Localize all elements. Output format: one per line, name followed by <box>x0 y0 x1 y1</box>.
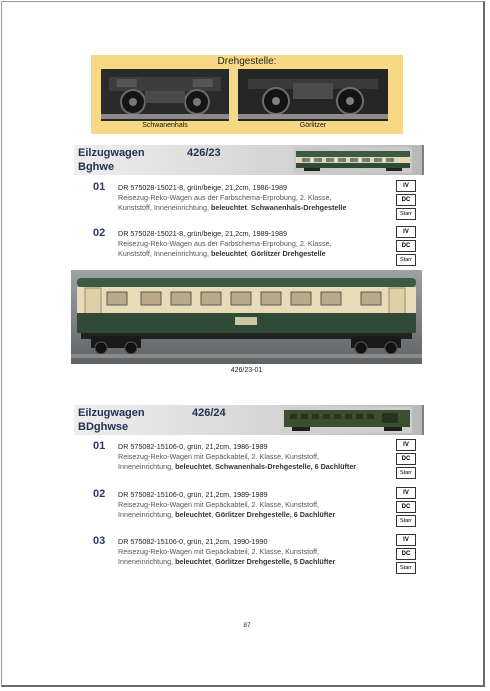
item-badges <box>396 439 416 481</box>
item-number: 03 <box>93 535 106 547</box>
item-badges <box>396 487 416 529</box>
section-type: Eilzugwagen <box>78 407 145 419</box>
current-badge: DC <box>396 548 416 560</box>
item-number: 01 <box>93 181 106 193</box>
item-badges <box>396 180 416 222</box>
epoch-badge: IV <box>396 180 416 192</box>
coach-thumbnail <box>294 147 412 178</box>
section-header-426-24 <box>74 405 424 435</box>
goerlitzer-bogie-photo <box>238 69 388 121</box>
current-badge: DC <box>396 453 416 465</box>
coupling-badge: Starr <box>396 254 416 266</box>
current-badge: DC <box>396 240 416 252</box>
goerlitzer-caption: Görlitzer <box>299 122 327 129</box>
schwanenhals-caption: Schwanenhals <box>142 122 188 129</box>
item-title: DR 575028-15021-8, grün/beige, 21,2cm, 1989-1989 <box>118 229 288 238</box>
item-number: 01 <box>93 440 106 452</box>
section-code: Bghwe <box>78 161 115 173</box>
item-title: DR 575082-15106-0, grün, 21,2cm, 1990-1990 <box>118 537 268 546</box>
item-description: Reisezug-Reko-Wagen aus der Farbschema-Erprobung, 2. Klasse, Kunststoff, Inneneinrichtung, beleuchtet, Görlitzer Drehgestelle <box>118 239 332 258</box>
coupling-badge: Starr <box>396 515 416 527</box>
item-title: DR 575082-15106-0, grün, 21,2cm, 1989-1989 <box>118 490 268 499</box>
page-number: 87 <box>243 622 251 629</box>
item-title: DR 575082-15106-0, grün, 21,2cm, 1986-1989 <box>118 442 268 451</box>
bogie-box-title: Drehgestelle: <box>217 56 277 67</box>
coupling-badge: Starr <box>396 467 416 479</box>
current-badge: DC <box>396 194 416 206</box>
item-number: 02 <box>93 488 106 500</box>
item-badges <box>396 226 416 268</box>
epoch-badge: IV <box>396 534 416 546</box>
section-code: BDghwse <box>78 421 129 433</box>
section-number: 426/23 <box>187 147 221 159</box>
coupling-badge: Starr <box>396 208 416 220</box>
coach-thumbnail <box>282 407 412 438</box>
epoch-badge: IV <box>396 487 416 499</box>
item-number: 02 <box>93 227 106 239</box>
schwanenhals-bogie-photo <box>101 69 229 121</box>
catalog-page <box>1 1 485 687</box>
current-badge: DC <box>396 501 416 513</box>
item-title: DR 575028-15021-8, grün/beige, 21,2cm, 1986-1989 <box>118 183 288 192</box>
item-badges <box>396 534 416 576</box>
section-number: 426/24 <box>192 407 226 419</box>
bogie-reference-box <box>91 55 403 134</box>
item-description: Reisezug-Reko-Wagen mit Gepäckabteil, 2. Klasse, Kunststoff, Inneneinrichtung, beleuchtet, Görlitzer Drehgestelle, 6 Dachlüfter <box>118 500 336 519</box>
epoch-badge: IV <box>396 226 416 238</box>
item-description: Reisezug-Reko-Wagen aus der Farbschema-Erprobung, 2. Klasse, Kunststoff, Inneneinrichtung, beleuchtet, Schwanenhals-Drehgestelle <box>118 193 347 212</box>
section-header-426-23 <box>74 145 424 175</box>
epoch-badge: IV <box>396 439 416 451</box>
coupling-badge: Starr <box>396 562 416 574</box>
item-description: Reisezug-Reko-Wagen mit Gepäckabteil, 2. Klasse, Kunststoff, Inneneinrichtung, beleuchtet, Görlitzer Drehgestelle, 5 Dachlüfter <box>118 547 336 566</box>
coach-photo <box>71 270 422 364</box>
section-type: Eilzugwagen <box>78 147 145 159</box>
photo-caption: 426/23-01 <box>230 367 263 374</box>
item-description: Reisezug-Reko-Wagen mit Gepäckabteil, 2. Klasse, Kunststoff, Inneneinrichtung, beleuchtet, Schwanenhals-Drehgestelle, 6 Dachlüfter <box>118 452 357 471</box>
